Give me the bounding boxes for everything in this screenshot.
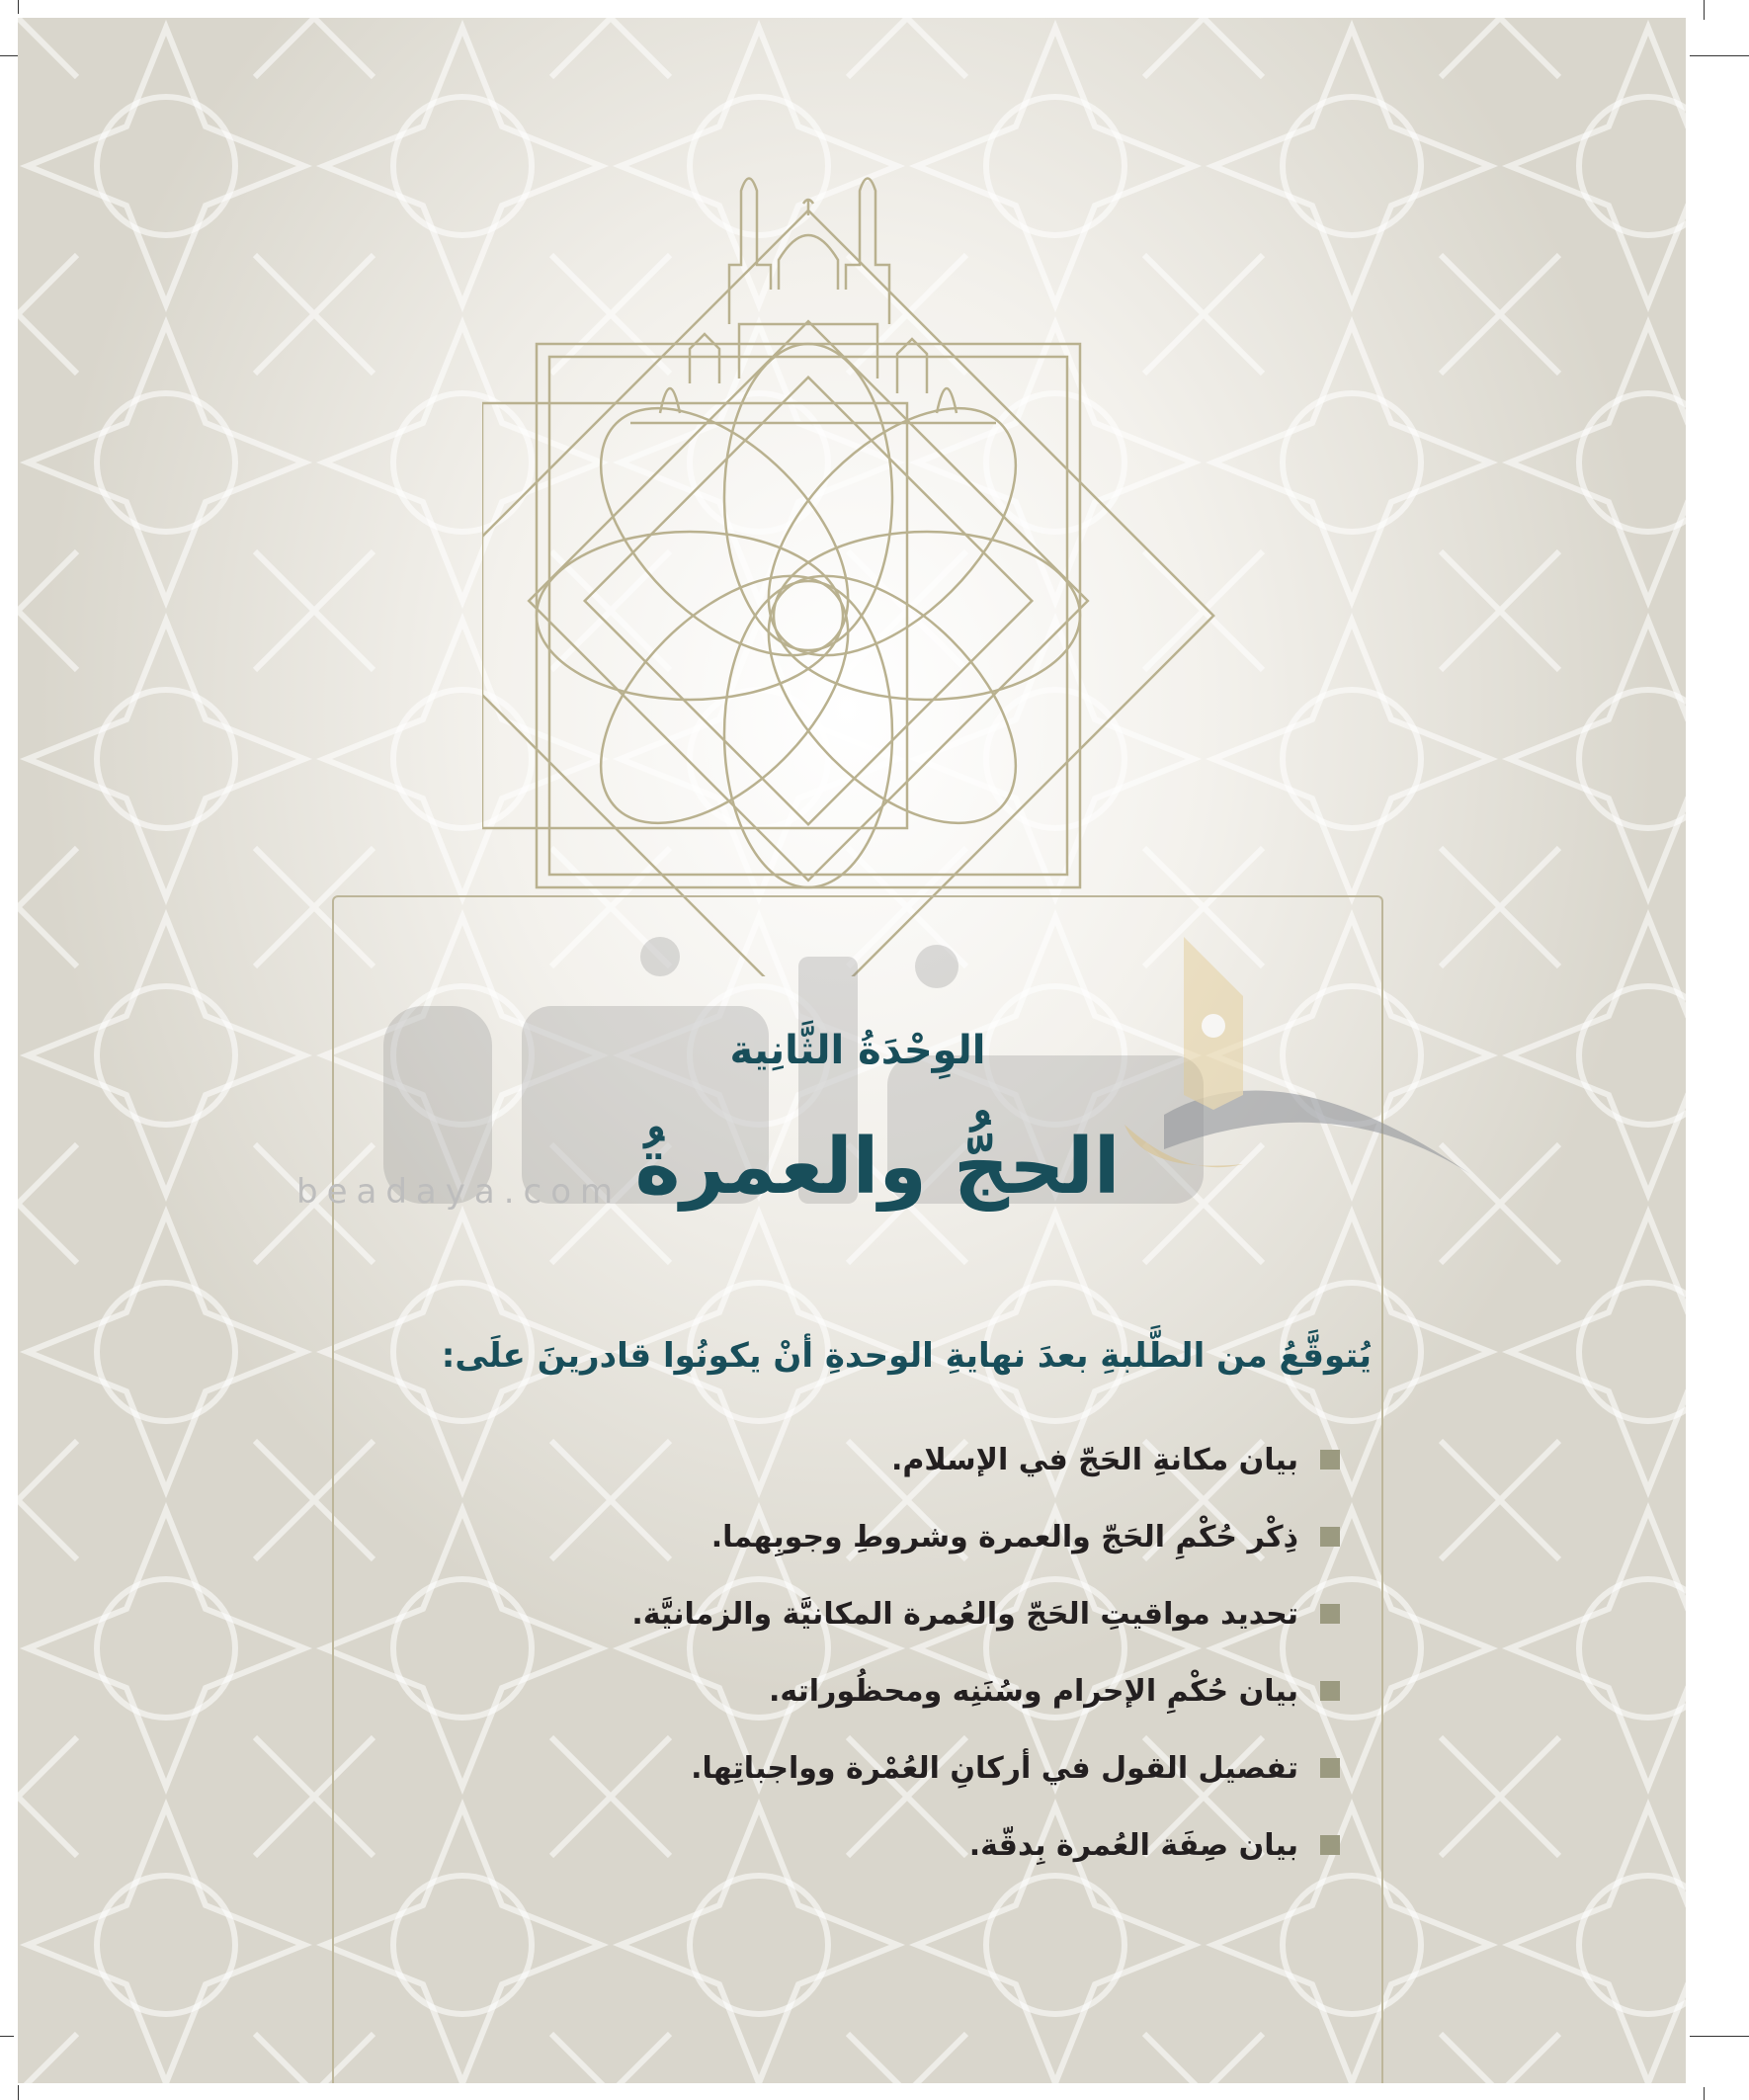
objectives-list bbox=[611, 1421, 1340, 1884]
square-bullet-icon bbox=[1320, 1758, 1340, 1778]
crop-mark bbox=[18, 0, 19, 14]
learning-outcomes-intro: يُتوقَّعُ من الطَّلبةِ بعدَ نهايةِ الوحدةِ أنْ يكونُوا قادرينَ علَى: bbox=[441, 1336, 1372, 1376]
mosque-star-emblem bbox=[482, 117, 1223, 976]
unit-label: الوِحْدَةُ الثَّانِية bbox=[729, 1028, 986, 1073]
square-bullet-icon bbox=[1320, 1604, 1340, 1624]
list-item bbox=[611, 1806, 1340, 1884]
unit-title: الحجُّ والعمرةُ bbox=[634, 1123, 1121, 1212]
list-item bbox=[611, 1652, 1340, 1729]
crop-mark bbox=[1690, 55, 1749, 56]
watermark-url: beadaya.com bbox=[296, 1172, 623, 1212]
crop-mark bbox=[1690, 2036, 1749, 2037]
objective-text: ذِكْر حُكْمِ الحَجّ والعمرة وشروطِ وجوبِهما. bbox=[710, 1519, 1298, 1554]
crop-mark bbox=[0, 2036, 14, 2037]
crop-mark bbox=[0, 55, 20, 56]
square-bullet-icon bbox=[1320, 1835, 1340, 1855]
objective-text: تحديد مواقيتِ الحَجّ والعُمرة المكانيَّة والزمانيَّة. bbox=[631, 1596, 1298, 1632]
objective-text: بيان حُكْمِ الإحرام وسُنَنِه ومحظُوراته. bbox=[768, 1673, 1298, 1709]
square-bullet-icon bbox=[1320, 1450, 1340, 1470]
crop-mark bbox=[18, 2085, 19, 2100]
objective-text: بيان صِفَة العُمرة بِدقّة. bbox=[968, 1827, 1298, 1863]
list-item bbox=[611, 1498, 1340, 1575]
objective-text: تفصيل القول في أركانِ العُمْرة وواجباتِها. bbox=[691, 1750, 1298, 1786]
objective-text: بيان مكانةِ الحَجّ في الإسلام. bbox=[891, 1442, 1298, 1477]
square-bullet-icon bbox=[1320, 1527, 1340, 1547]
crop-mark bbox=[1704, 2087, 1705, 2100]
list-item bbox=[611, 1421, 1340, 1498]
list-item bbox=[611, 1575, 1340, 1652]
cover-page bbox=[18, 18, 1686, 2083]
square-bullet-icon bbox=[1320, 1681, 1340, 1701]
crop-mark bbox=[1704, 0, 1705, 20]
list-item bbox=[611, 1729, 1340, 1806]
